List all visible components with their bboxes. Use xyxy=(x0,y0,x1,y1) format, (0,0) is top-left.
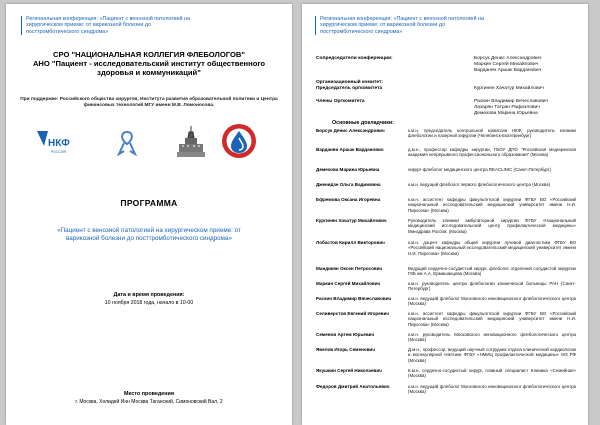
venue-value: г. Москва, Холидей Инн Москва Таганский, Симоновский Вал, 2 xyxy=(75,399,223,405)
support-text: При поддержке: Российского общества хирургов, Института развития образовательной политики и Центра финансовых технологий МГУ имени М.В. Ломоносова. xyxy=(20,97,278,108)
speaker-name: Семенов Артем Юрьевич xyxy=(316,332,375,337)
speaker-name: Федоров Дмитрий Анатольевич xyxy=(316,384,390,389)
speaker-name: Маркин Сергей Михайлович xyxy=(316,281,381,286)
program-title: ПРОГРАММА xyxy=(120,198,178,208)
co-chair-name: Маркин Сергей Михайлович xyxy=(474,62,539,67)
committee-chair-label: Председатель оргкомитета xyxy=(316,86,383,91)
co-chair-name: Варданян Аршак Варданович xyxy=(474,68,542,73)
msu-building-logo-icon xyxy=(176,124,206,160)
nkf-logo-icon xyxy=(34,128,74,162)
member-name: Демехова Марина Юрьевна xyxy=(474,111,538,116)
speaker-name: Лобастов Кирилл Викторович xyxy=(316,240,385,245)
program-page-cover xyxy=(6,4,292,425)
speaker-description: к.м.н. ассистент кафедры факультетской хирургии ФГБУ ВО «Российский национальный исследовательский медицинский университет имени Н.И. Пирогова» (Москва) xyxy=(408,197,576,213)
speaker-description: к.м.н. ведущий флеболог первого флебологического центра (Москва) xyxy=(408,182,551,187)
conference-header: Региональная конференция: «Пациент с венозной патологией на хирургическом приеме: от варикозной болезни до посттромботического синдрома» xyxy=(21,16,196,35)
speaker-description: к.м.н. ведущий флеболог Московского инновационного флебологического центра (Москва) xyxy=(408,384,576,395)
nkf-logo-sub: РОССИЯ xyxy=(51,150,67,154)
speaker-description: к.м.н. доцент кафедры общей хирургии лучевой диагностики ФГБУ ВО «Российский национальный исследовательский медицинский университет имени Н.И. Пирогова» (Москва) xyxy=(408,240,576,256)
speaker-name: Явелов Игорь Семенович xyxy=(316,347,375,352)
speaker-name: Варданян Аршак Варданович xyxy=(316,147,384,152)
speaker-description: к.м.н. руководитель центра флебологии клинической больницы РАН (Санкт-Петербург) xyxy=(408,281,576,292)
program-page-committee xyxy=(302,4,588,425)
speaker-name: Борсук Денис Александрович xyxy=(316,128,385,133)
speaker-name: Дженидзе Ольга Вадимовна xyxy=(316,182,381,187)
speaker-description: Ведущий сердечно-сосудистый хирург, флеболог отделения сосудистой хирургии ГКБ им А.А. Ермишанцева (Москва) xyxy=(408,266,576,277)
speaker-description: к.м.н. ведущий флеболог Московского инновационного флебологического центра (Москва) xyxy=(408,296,576,307)
speaker-name: Селиверстов Евгений Игоревич xyxy=(316,311,390,316)
conference-theme: «Пациент с венозной патологией на хирургическом приеме: от варикозной болезни до посттромботического синдрома» xyxy=(57,227,241,243)
conference-header: Региональная конференция: «Пациент с венозной патологией на хирургическом приеме: от варикозной болезни до посттромботического синдрома» xyxy=(315,16,490,35)
speaker-name: Ефремова Оксана Игоревна xyxy=(316,197,381,202)
speaker-name: Раскин Владимир Вячеславович xyxy=(316,296,392,301)
committee-chair-name: Кургинян Хачатур Михайлович xyxy=(474,86,544,91)
speaker-name: Якушкин Сергей Николаевич xyxy=(316,368,382,373)
speaker-description: К.м.н. сердечно-сосудистый хирург, главный специалист Клиника «Семейная» (Москва) xyxy=(408,368,576,379)
organizer-title xyxy=(26,50,272,77)
speaker-name: Демехова Марина Юрьевна xyxy=(316,167,380,172)
speaker-description: д.м.н., профессор кафедры хирургии, ГБОУ ДПО "Российская медицинская академия непрерывного профессионального образования" (Москва) xyxy=(408,147,576,158)
speaker-description: к.м.н. председатель контрольной комиссии НКФ, руководитель клиники флебологии и лазерной хирургии (Челябинск-Екатеринбург) xyxy=(408,128,576,139)
heart-drop-logo-icon xyxy=(220,122,258,160)
speakers-title: Основные докладчики: xyxy=(332,120,394,126)
organizer-line-2: АНО "Пациент - исследовательский институт общественного здоровья и коммуникаций" xyxy=(32,59,266,77)
date-label: Дата и время проведения: xyxy=(113,292,185,298)
member-name: Лазарян Татран Рафаэлович xyxy=(474,105,540,110)
speaker-name: Мандикян Оксен Петросович xyxy=(316,266,383,271)
co-chairs-label: Сопредседатели конференции: xyxy=(316,56,393,61)
co-chair-name: Борсук Денис Александрович xyxy=(474,56,542,61)
members-label: Члены Оргкомитета xyxy=(316,99,365,104)
ribbon-logo-icon xyxy=(116,130,138,156)
date-value: 10 ноября 2018 года, начало в 10-00 xyxy=(104,300,194,306)
venue-label: Место проведения xyxy=(124,391,174,397)
organizer-line-1: СРО "НАЦИОНАЛЬНАЯ КОЛЛЕГИЯ ФЛЕБОЛОГОВ" xyxy=(53,50,245,59)
speaker-description: Руководитель клиники амбулаторной хирургии ФГБУ «Национальный медицинский исследовательский центр профилактической медицины» Минздрава России. (Москва) xyxy=(408,218,576,234)
speaker-description: Д.м.н., профессор, ведущий научный сотрудник отдела клинической кардиологии и молекулярной генетики ФГБУ «НМИЦ профилактической медицины» МЗ РФ (Москва) xyxy=(408,347,576,363)
speaker-description: хирург-флеболог медицинского центра REACLINIC (Санкт-Петербург) xyxy=(408,167,551,172)
speaker-description: к.м.н. ассистент кафедры факультетской хирургии ФГБУ ВО «Российский национальный исследовательский медицинский университет имени Н.И. Пирогова» (Москва) xyxy=(408,311,576,327)
speaker-name: Кургинян Хачатур Михайлович xyxy=(316,218,387,223)
committee-label: Организационный комитет: xyxy=(316,80,384,85)
member-name: Раскин Владимир Вячеславович xyxy=(474,99,549,104)
nkf-logo-text: НКФ xyxy=(48,138,70,149)
speaker-description: к.м.н. руководитель Московского инновационного флебологического центра (Москва) xyxy=(408,332,576,343)
